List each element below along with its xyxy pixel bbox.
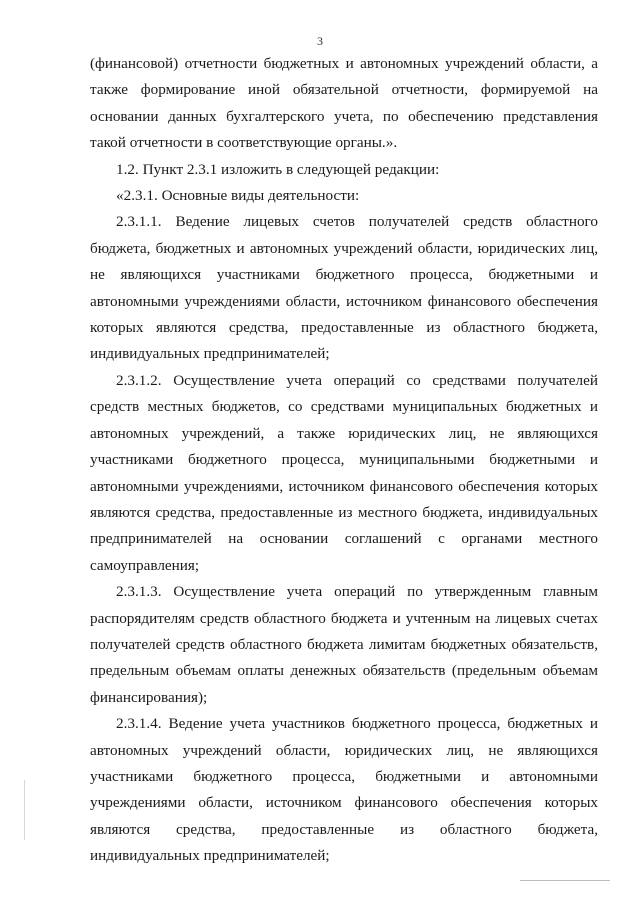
paragraph-continuation: (финансовой) отчетности бюджетных и автономных учреждений области, а также формирование иной обязательной отчетности, формируемой на основании данных бухгалтерского учета, по обеспечению представления такой отчетности в соответствующие органы.». [90, 55, 598, 152]
paragraph-2-3-1-4: 2.3.1.4. Ведение учета участников бюджетного процесса, бюджетных и автономных учреждений области, юридических лиц, не являющихся участниками бюджетного процесса, бюджетными и автономными учреждениями области, источником финансового обеспечения которых являются средства, предоставленные из областного бюджета, индивидуальных предпринимателей; [90, 715, 598, 865]
scan-bottom-line [520, 880, 610, 881]
scan-edge-mark [24, 780, 25, 840]
paragraph-2-3-1-1: 2.3.1.1. Ведение лицевых счетов получателей средств областного бюджета, бюджетных и автономных учреждений области, юридических лиц, не являющихся участниками бюджетного процесса, бюджетными и автономными учреждениями области, источником финансового обеспечения которых являются средства, предоставленные из областного бюджета, индивидуальных предпринимателей; [90, 213, 598, 363]
document-body [90, 51, 598, 870]
paragraph-2-3-1: «2.3.1. Основные виды деятельности: [116, 187, 360, 205]
paragraph-item-1-2: 1.2. Пункт 2.3.1 изложить в следующей редакции: [116, 160, 440, 178]
paragraph-2-3-1-3: 2.3.1.3. Осуществление учета операций по утвержденным главным распорядителям средств областного бюджета и учтенным на лицевых счетах получателей средств областного бюджета лимитам бюджетных обязательств, предельным объемам оплаты денежных обязательств (предельным объемам финансирования); [90, 583, 598, 706]
page-number: 3 [317, 34, 323, 48]
paragraph-2-3-1-2: 2.3.1.2. Осуществление учета операций со средствами получателей средств местных бюджетов, со средствами муниципальных бюджетных и автономных учреждений, а также юридических лиц, не являющихся участниками бюджетного процесса, муниципальными бюджетными и автономными учреждениями, источником финансового обеспечения которых являются средства, предоставленные из местного бюджета, индивидуальных предпринимателей на основании соглашений с органами местного самоуправления; [90, 371, 598, 574]
